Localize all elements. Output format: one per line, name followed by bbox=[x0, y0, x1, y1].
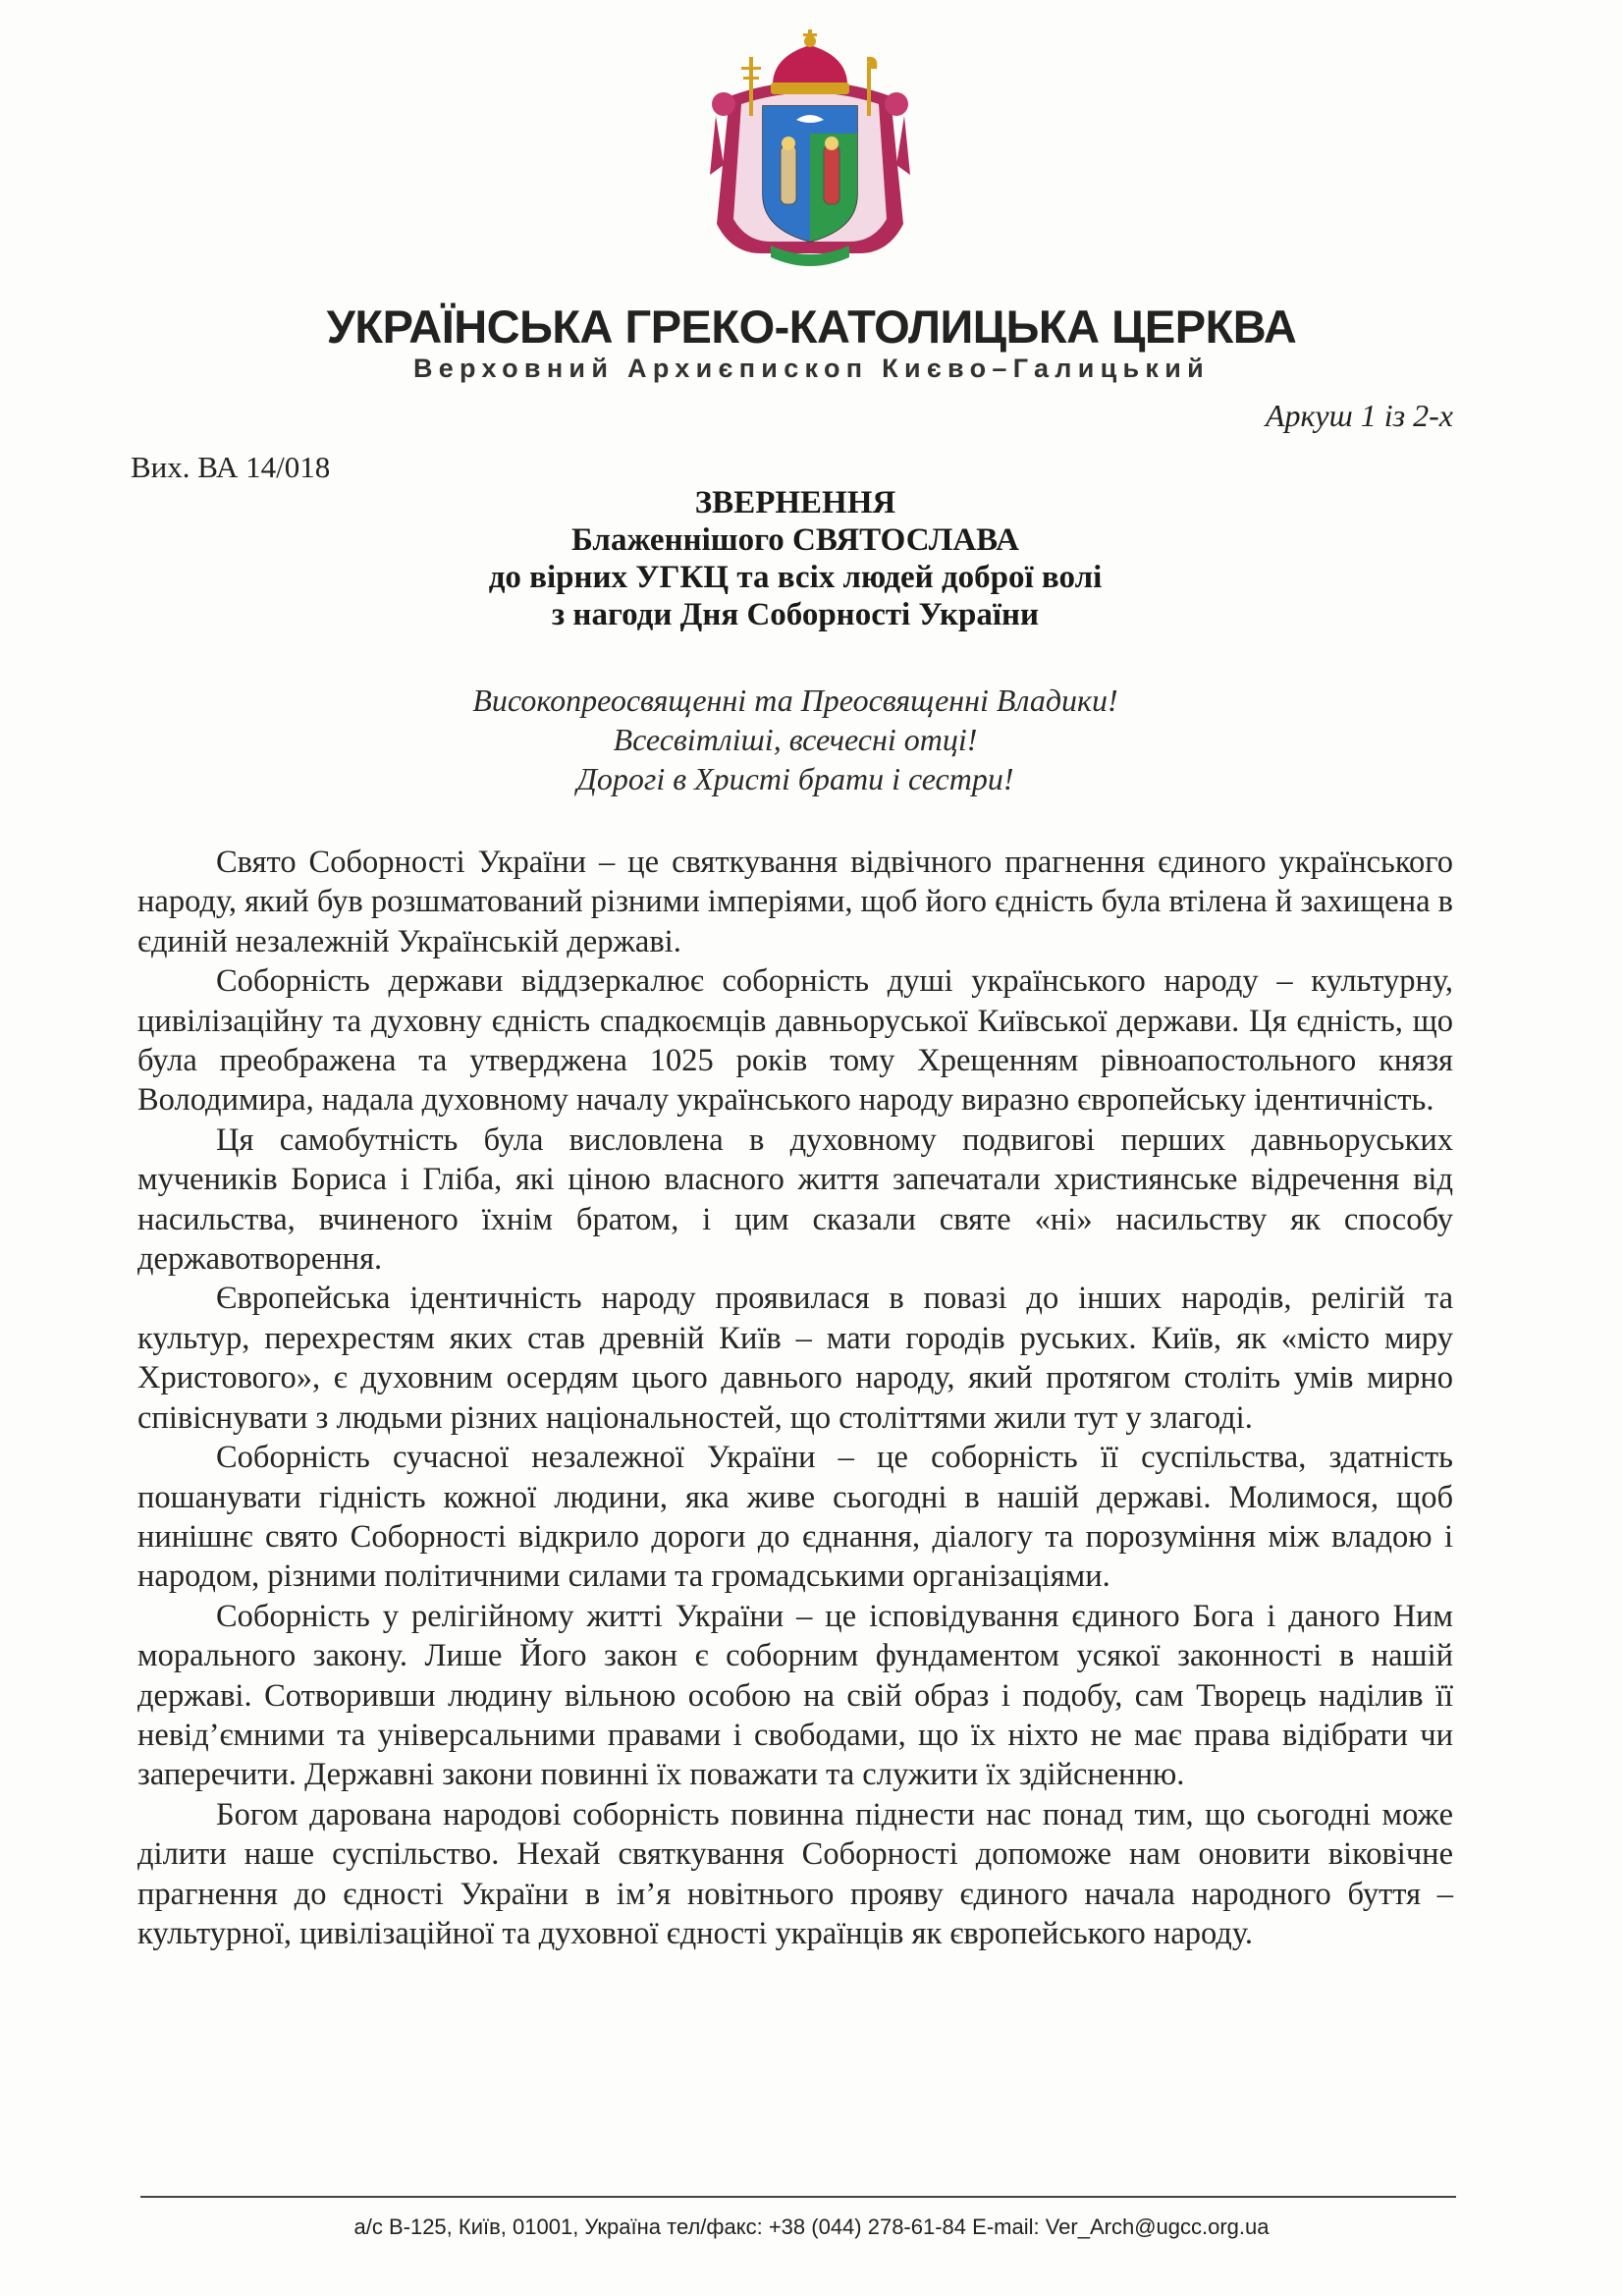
title-line-3: до вірних УГКЦ та всіх людей доброї волі bbox=[488, 560, 1103, 595]
footer-divider bbox=[140, 2196, 1456, 2198]
greeting-line-3: Дорогі в Христі брати і сестри! bbox=[576, 761, 1014, 796]
letter-body bbox=[137, 843, 1453, 1953]
title-line-1: ЗВЕРНЕННЯ bbox=[694, 485, 896, 520]
paragraph: Європейська ідентичність народу проявилася в повазі до інших народів, релігій та культур, перехрестям яких став древній Київ – мати городів руських. Київ, як «місто миру Христового», є духовним осердям цього давнього народу, який протягом століть умів мирно співіснувати з людьми різних національностей, що століттями жили тут у злагоді. bbox=[137, 1281, 1453, 1436]
paragraph: Соборність держави віддзеркалює соборність душі українського народу – культурну, цивілізаційну та духовну єдність спадкоємців давньоруської Київської держави. Ця єдність, що була преображена та утверджена 1025 років тому Хрещенням рівноапостольного князя Володимира, надала духовному началу українського народу виразно європейську ідентичність. bbox=[137, 963, 1453, 1119]
title-line-4: з нагоди Дня Соборності України bbox=[551, 597, 1040, 632]
sheet-number: Аркуш 1 із 2-х bbox=[1265, 398, 1453, 433]
paragraph: Свято Соборності України – це святкування відвічного прагнення єдиного українського народу, який був розшматований різними імперіями, щоб його єдність була втілена й захищена в єдиній незалежній Українській державі. bbox=[137, 845, 1453, 959]
greeting-line-1: Високопреосвященні та Преосвященні Владики! bbox=[472, 683, 1118, 718]
organization-name: УКРАЇНСЬКА ГРЕКО-КАТОЛИЦЬКА ЦЕРКВА bbox=[326, 301, 1297, 353]
greeting bbox=[245, 681, 1345, 798]
outgoing-number: Вих. ВА 14/018 bbox=[131, 450, 331, 484]
document-title bbox=[245, 484, 1345, 633]
footer-contacts: а/с В-125, Київ, 01001, Україна тел/факс: +38 (044) 278-61-84 E-mail: Ver_Arch@ugcc.org.ua bbox=[353, 2214, 1270, 2239]
paragraph: Богом дарована народові соборність повинна піднести нас понад тим, що сьогодні може ділити наше суспільство. Нехай святкування Соборності допоможе нам оновити віковічне прагнення до єдності України в ім’я новітнього прояву єдиного начала народного буття – культурної, цивілізаційної та духовної єдності українців як європейського народу. bbox=[137, 1796, 1453, 1951]
greeting-line-2: Всесвітліші, всечесні отці! bbox=[613, 722, 978, 757]
paragraph: Ця самобутність була висловлена в духовному подвигові перших давньоруських мучеників Бориса і Гліба, які ціною власного життя запечатали християнське відречення від насильства, вчиненого їхнім братом, і цим сказали святе «ні» насильству як способу державотворення. bbox=[137, 1121, 1453, 1278]
paragraph: Соборність у релігійному житті України – це ісповідування єдиного Бога і даного Ним морального закону. Лише Його закон є соборним фундаментом усякої законності в нашій державі. Сотворивши людину вільною особою на свій образ і подобу, сам Творець наділив її невід’ємними та універсальними правами і свободами, що їх ніхто не має права відібрати чи заперечити. Державні закони повинні їх поважати та служити їх здійсненню. bbox=[137, 1598, 1453, 1793]
paragraph: Соборність сучасної незалежної України – це соборність її суспільства, здатність пошанувати гідність кожної людини, яка живе сьогодні в нашій державі. Молимося, щоб нинішнє свято Соборності відкрило дороги до єднання, діалогу та порозуміння між владою і народом, різними політичними силами та громадськими організаціями. bbox=[137, 1440, 1453, 1595]
church-coat-of-arms bbox=[702, 27, 918, 288]
title-line-2: Блаженнішого СВЯТОСЛАВА bbox=[571, 522, 1019, 558]
organization-subtitle: Верховний Архиєпископ Києво–Галицький bbox=[412, 354, 1211, 383]
